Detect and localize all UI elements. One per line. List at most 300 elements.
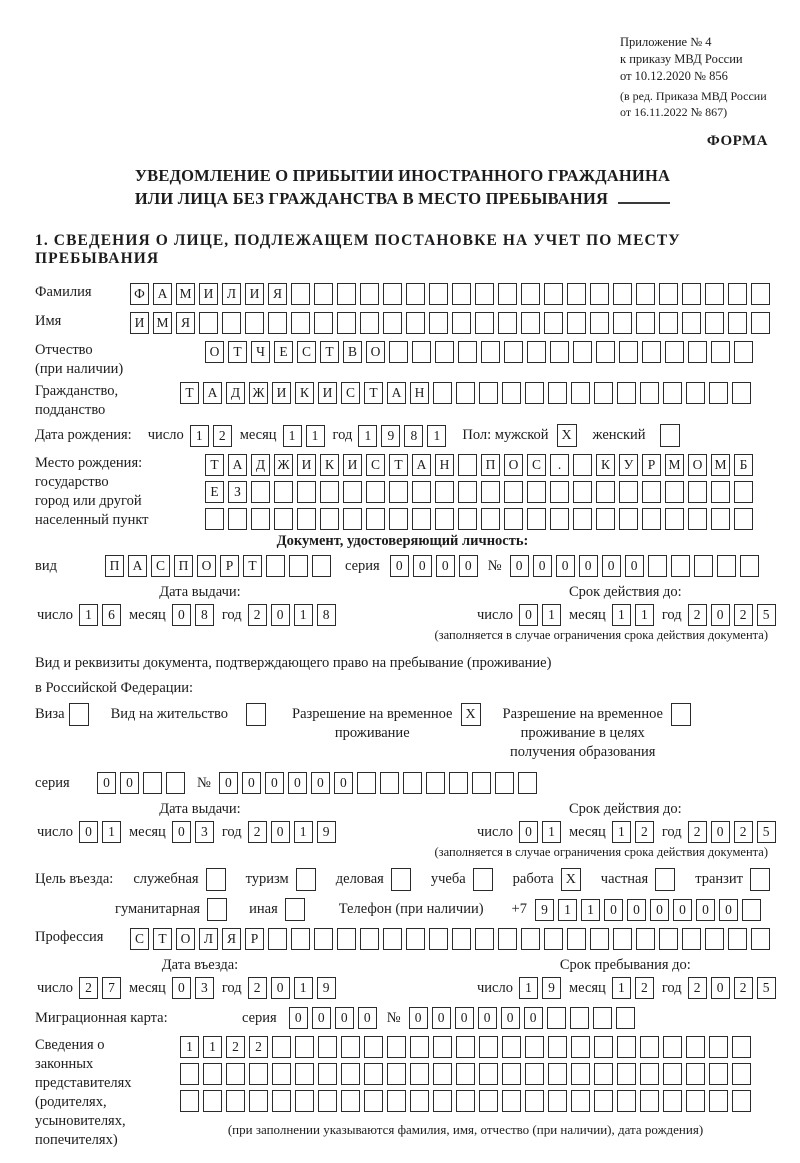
char-cell: И	[199, 283, 218, 305]
char-cell	[734, 341, 753, 363]
birth-day-grid[interactable]	[190, 425, 232, 447]
residence-issue-month-grid[interactable]	[172, 821, 214, 843]
char-cell	[481, 481, 500, 503]
char-cell	[619, 341, 638, 363]
char-cell	[226, 1090, 245, 1112]
char-cell: 0	[556, 555, 575, 577]
char-cell: С	[341, 382, 360, 404]
char-cell: К	[295, 382, 314, 404]
char-cell	[617, 382, 636, 404]
char-cell: 1	[102, 821, 121, 843]
char-cell	[548, 1063, 567, 1085]
residence-expiry-month-grid[interactable]	[612, 821, 654, 843]
char-cell	[343, 508, 362, 530]
month-word: месяц	[128, 979, 166, 996]
year-word: год	[661, 979, 682, 996]
year-word: год	[332, 427, 353, 443]
char-cell	[686, 1063, 705, 1085]
char-cell: Д	[226, 382, 245, 404]
char-cell: 0	[519, 821, 538, 843]
char-cell	[180, 1063, 199, 1085]
residence-expiry-year-grid[interactable]	[688, 821, 776, 843]
char-cell	[665, 341, 684, 363]
char-cell	[550, 341, 569, 363]
char-cell: 1	[542, 604, 561, 626]
visit-purpose-row	[35, 868, 770, 891]
char-cell: 9	[381, 425, 400, 447]
char-cell	[380, 772, 399, 794]
char-cell	[364, 1090, 383, 1112]
char-cell	[740, 555, 759, 577]
title-line-1: УВЕДОМЛЕНИЕ О ПРИБЫТИИ ИНОСТРАННОГО ГРАЖДАНИНА	[134, 166, 671, 185]
doc-series-grid[interactable]	[390, 555, 478, 577]
migration-number-grid[interactable]	[409, 1007, 635, 1029]
char-cell	[663, 1036, 682, 1058]
purpose-work-checkbox[interactable]: X	[561, 868, 581, 891]
char-cell: 0	[625, 555, 644, 577]
char-cell: Т	[243, 555, 262, 577]
char-cell	[742, 899, 761, 921]
char-cell: 1	[283, 425, 302, 447]
char-cell: Я	[222, 928, 241, 950]
char-cell: 0	[242, 772, 261, 794]
char-cell: Н	[435, 454, 454, 476]
char-cell	[613, 312, 632, 334]
char-cell	[412, 481, 431, 503]
char-cell: 2	[734, 977, 753, 999]
char-cell	[571, 1090, 590, 1112]
identity-doc-heading: Документ, удостоверяющий личность:	[276, 533, 529, 549]
char-cell	[481, 508, 500, 530]
char-cell: 1	[581, 899, 600, 921]
residence-doc-intro: Вид и реквизиты документа, подтверждающего право на пребывание (проживание) в Российской Федерации:	[35, 655, 552, 696]
char-cell	[642, 341, 661, 363]
char-cell	[640, 1090, 659, 1112]
char-cell	[521, 283, 540, 305]
char-cell	[617, 1090, 636, 1112]
char-cell	[360, 312, 379, 334]
char-cell: 0	[265, 772, 284, 794]
char-cell	[550, 481, 569, 503]
char-cell: 0	[219, 772, 238, 794]
doc-expiry-year-grid[interactable]	[688, 604, 776, 626]
char-cell: В	[343, 341, 362, 363]
char-cell	[472, 772, 491, 794]
document-title	[35, 164, 770, 210]
char-cell	[318, 1036, 337, 1058]
char-cell	[504, 508, 523, 530]
char-cell: 0	[696, 899, 715, 921]
char-cell	[498, 928, 517, 950]
phone-prefix: +7	[511, 901, 527, 917]
char-cell	[613, 283, 632, 305]
char-cell	[406, 928, 425, 950]
char-cell: 0	[97, 772, 116, 794]
char-cell	[318, 1063, 337, 1085]
residence-series-grid[interactable]	[97, 772, 185, 794]
char-cell	[686, 1036, 705, 1058]
migration-number-label: №	[386, 1009, 401, 1026]
purpose-official-checkbox[interactable]	[206, 868, 226, 891]
char-cell	[498, 283, 517, 305]
purpose-humanitarian-checkbox[interactable]	[207, 898, 227, 921]
month-word: месяц	[568, 606, 606, 623]
stay-month-grid[interactable]	[612, 977, 654, 999]
char-cell: 0	[604, 899, 623, 921]
char-cell	[573, 454, 592, 476]
entry-month-grid[interactable]	[172, 977, 214, 999]
char-cell	[548, 1090, 567, 1112]
char-cell: 8	[317, 604, 336, 626]
birth-place-grid-row3[interactable]	[205, 508, 753, 530]
residence-number-label: №	[197, 774, 211, 791]
phone-input-grid[interactable]	[535, 899, 761, 921]
char-cell: 0	[519, 604, 538, 626]
year-word: год	[221, 606, 242, 623]
char-cell: 2	[248, 977, 267, 999]
purpose-humanitarian	[115, 898, 227, 921]
char-cell	[709, 1063, 728, 1085]
char-cell: 2	[734, 821, 753, 843]
legal-representatives-row	[35, 1036, 770, 1150]
char-cell: Ж	[249, 382, 268, 404]
char-cell: Б	[734, 454, 753, 476]
char-cell	[567, 312, 586, 334]
residence-issue-day-grid[interactable]	[79, 821, 121, 843]
char-cell	[449, 772, 468, 794]
char-cell: 0	[650, 899, 669, 921]
stay-until-title: Срок пребывания до:	[559, 957, 691, 973]
char-cell	[458, 508, 477, 530]
char-cell: 1	[79, 604, 98, 626]
patronymic-input-grid[interactable]	[205, 341, 753, 363]
char-cell	[456, 382, 475, 404]
char-cell	[452, 928, 471, 950]
expiry-note: (заполняется в случае ограничения срока действия документа)	[434, 845, 768, 859]
char-cell	[249, 1090, 268, 1112]
residence-series-label: серия	[35, 774, 70, 791]
char-cell	[383, 312, 402, 334]
char-cell	[314, 283, 333, 305]
char-cell	[337, 928, 356, 950]
issue-date-title: Дата выдачи:	[159, 584, 241, 600]
temp-residence-checkbox[interactable]: X	[461, 703, 481, 726]
char-cell: 1	[612, 604, 631, 626]
char-cell: Ф	[130, 283, 149, 305]
char-cell	[205, 508, 224, 530]
char-cell: 0	[120, 772, 139, 794]
doc-issue-year-grid[interactable]	[248, 604, 336, 626]
char-cell: А	[203, 382, 222, 404]
char-cell	[732, 382, 751, 404]
year-word: год	[221, 823, 242, 840]
residence-doc-series-row	[35, 772, 770, 794]
purpose-label: частная	[600, 871, 649, 887]
char-cell	[274, 508, 293, 530]
char-cell	[366, 481, 385, 503]
purpose-label: гуманитарная	[115, 901, 201, 917]
char-cell	[456, 1090, 475, 1112]
char-cell	[199, 312, 218, 334]
char-cell	[498, 312, 517, 334]
given-name-row	[35, 312, 770, 334]
char-cell	[527, 508, 546, 530]
char-cell	[548, 382, 567, 404]
option-residence-permit-label: Вид на жительство	[110, 706, 229, 722]
char-cell	[521, 928, 540, 950]
char-cell	[686, 1090, 705, 1112]
doc-number-grid[interactable]	[510, 555, 759, 577]
char-cell	[594, 382, 613, 404]
char-cell	[590, 928, 609, 950]
char-cell	[663, 382, 682, 404]
char-cell: 1	[306, 425, 325, 447]
char-cell	[504, 481, 523, 503]
char-cell	[268, 312, 287, 334]
char-cell	[567, 283, 586, 305]
given-name-input-grid[interactable]	[130, 312, 770, 334]
citizenship-input-grid[interactable]	[180, 382, 751, 404]
char-cell	[527, 481, 546, 503]
purpose-study-checkbox[interactable]	[473, 868, 493, 891]
char-cell: 9	[317, 821, 336, 843]
char-cell	[456, 1063, 475, 1085]
char-cell: Д	[251, 454, 270, 476]
sex-male-checkbox[interactable]: X	[557, 424, 577, 447]
char-cell: 2	[248, 604, 267, 626]
purpose-label: иная	[249, 901, 278, 917]
char-cell	[709, 382, 728, 404]
char-cell: 0	[358, 1007, 377, 1029]
entry-day-grid[interactable]	[79, 977, 121, 999]
char-cell	[571, 1063, 590, 1085]
migration-card-row	[35, 1007, 770, 1029]
temp-residence-education-checkbox[interactable]	[671, 703, 691, 726]
birth-place-grid-row2[interactable]	[205, 481, 753, 503]
char-cell: 0	[459, 555, 478, 577]
char-cell: 2	[226, 1036, 245, 1058]
char-cell: 1	[180, 1036, 199, 1058]
legal-representatives-note: (при заполнении указываются фамилия, имя, отчество (при наличии), дата рождения)	[227, 1122, 704, 1137]
char-cell	[203, 1090, 222, 1112]
char-cell	[389, 481, 408, 503]
birth-place-grid-row1[interactable]	[205, 454, 753, 476]
char-cell	[705, 283, 724, 305]
stay-day-grid[interactable]	[519, 977, 561, 999]
expiry-date-title: Срок действия до:	[568, 801, 682, 817]
char-cell: М	[711, 454, 730, 476]
char-cell	[502, 382, 521, 404]
char-cell	[452, 312, 471, 334]
option-visa	[35, 705, 89, 726]
migration-series-grid[interactable]	[289, 1007, 377, 1029]
char-cell: Ж	[274, 454, 293, 476]
birth-month-grid[interactable]	[283, 425, 325, 447]
char-cell: 1	[294, 977, 313, 999]
char-cell: .	[550, 454, 569, 476]
birth-place-label: Место рождения: государство город или другой населенный пункт	[35, 455, 149, 528]
char-cell	[389, 508, 408, 530]
char-cell: И	[297, 454, 316, 476]
char-cell: 5	[757, 821, 776, 843]
doc-type-grid[interactable]	[105, 555, 331, 577]
legal-representatives-grid-row2[interactable]	[180, 1063, 751, 1085]
legal-representatives-grid-row1[interactable]	[180, 1036, 751, 1058]
legal-representatives-label: Сведения о законных представителях (родителях, усыновителях, попечителях)	[35, 1037, 132, 1148]
char-cell	[728, 283, 747, 305]
char-cell: 0	[409, 1007, 428, 1029]
char-cell	[251, 481, 270, 503]
stay-year-grid[interactable]	[688, 977, 776, 999]
appendix-reference	[620, 34, 770, 85]
char-cell	[521, 312, 540, 334]
char-cell: Т	[180, 382, 199, 404]
birth-year-grid[interactable]	[358, 425, 446, 447]
profession-label: Профессия	[35, 929, 104, 945]
char-cell: М	[153, 312, 172, 334]
month-word: месяц	[128, 606, 166, 623]
sex-female-checkbox[interactable]	[660, 424, 680, 447]
doc-series-label: серия	[345, 557, 380, 574]
char-cell	[616, 1007, 635, 1029]
purpose-tourism-checkbox[interactable]	[296, 868, 316, 891]
char-cell: С	[151, 555, 170, 577]
year-word: год	[661, 823, 682, 840]
char-cell: 0	[579, 555, 598, 577]
char-cell	[711, 341, 730, 363]
char-cell	[295, 1063, 314, 1085]
char-cell: И	[130, 312, 149, 334]
char-cell	[435, 481, 454, 503]
char-cell: С	[527, 454, 546, 476]
char-cell	[364, 1063, 383, 1085]
char-cell: Л	[222, 283, 241, 305]
surname-row	[35, 283, 770, 305]
char-cell: Л	[199, 928, 218, 950]
char-cell: П	[481, 454, 500, 476]
purpose-tourism	[246, 868, 316, 891]
char-cell	[479, 1063, 498, 1085]
char-cell: Я	[268, 283, 287, 305]
birth-place-row	[35, 454, 770, 530]
purpose-row-2	[115, 898, 770, 921]
option-residence-permit	[111, 705, 266, 726]
migration-card-label: Миграционная карта:	[35, 1009, 168, 1026]
char-cell	[640, 382, 659, 404]
profession-input-grid[interactable]	[130, 928, 770, 950]
char-cell: 0	[413, 555, 432, 577]
char-cell: 0	[172, 604, 191, 626]
char-cell: Е	[274, 341, 293, 363]
char-cell	[525, 1036, 544, 1058]
char-cell	[479, 382, 498, 404]
char-cell: 0	[432, 1007, 451, 1029]
char-cell	[495, 772, 514, 794]
char-cell	[663, 1090, 682, 1112]
char-cell	[590, 283, 609, 305]
doc-issue-month-grid[interactable]	[172, 604, 214, 626]
char-cell: Т	[228, 341, 247, 363]
char-cell: 2	[79, 977, 98, 999]
month-word: месяц	[128, 823, 166, 840]
char-cell	[341, 1090, 360, 1112]
char-cell	[732, 1036, 751, 1058]
option-temp-residence-education	[503, 705, 691, 762]
char-cell	[475, 283, 494, 305]
entry-year-grid[interactable]	[248, 977, 336, 999]
identity-doc-row	[35, 555, 770, 577]
char-cell: И	[343, 454, 362, 476]
char-cell	[412, 341, 431, 363]
char-cell	[594, 1036, 613, 1058]
doc-expiry-day-grid[interactable]	[519, 604, 561, 626]
purpose-label: работа	[512, 871, 554, 887]
char-cell: 1	[612, 977, 631, 999]
char-cell	[502, 1063, 521, 1085]
char-cell	[268, 928, 287, 950]
doc-expiry-month-grid[interactable]	[612, 604, 654, 626]
migration-series-label: серия	[242, 1009, 277, 1026]
citizenship-label: Гражданство, подданство	[35, 383, 119, 418]
visit-purpose-label: Цель въезда:	[35, 871, 114, 887]
char-cell	[711, 508, 730, 530]
year-word: год	[661, 606, 682, 623]
char-cell: 0	[172, 977, 191, 999]
char-cell: 0	[719, 899, 738, 921]
residence-expiry-day-grid[interactable]	[519, 821, 561, 843]
purpose-transit-checkbox[interactable]	[750, 868, 770, 891]
day-word: число	[477, 823, 513, 840]
char-cell	[590, 312, 609, 334]
doc-issue-day-grid[interactable]	[79, 604, 121, 626]
identity-doc-dates	[35, 584, 770, 626]
char-cell	[435, 341, 454, 363]
purpose-private-checkbox[interactable]	[655, 868, 675, 891]
char-cell: Я	[176, 312, 195, 334]
char-cell	[547, 1007, 566, 1029]
char-cell	[458, 454, 477, 476]
char-cell	[640, 1063, 659, 1085]
char-cell: О	[176, 928, 195, 950]
patronymic-row	[35, 341, 770, 379]
char-cell: 2	[688, 977, 707, 999]
residence-number-grid[interactable]	[219, 772, 537, 794]
char-cell	[289, 555, 308, 577]
section1-heading: 1. СВЕДЕНИЯ О ЛИЦЕ, ПОДЛЕЖАЩЕМ ПОСТАНОВКЕ НА УЧЕТ ПО МЕСТУ ПРЕБЫВАНИЯ	[35, 232, 681, 267]
purpose-other-checkbox[interactable]	[285, 898, 305, 921]
char-cell	[573, 508, 592, 530]
surname-input-grid[interactable]	[130, 283, 770, 305]
residence-issue-year-grid[interactable]	[248, 821, 336, 843]
legal-representatives-grid-row3[interactable]	[180, 1090, 751, 1112]
char-cell	[705, 312, 724, 334]
visa-checkbox[interactable]	[69, 703, 89, 726]
char-cell: 0	[288, 772, 307, 794]
char-cell	[751, 283, 770, 305]
char-cell: 0	[436, 555, 455, 577]
char-cell: 0	[711, 604, 730, 626]
char-cell: 0	[172, 821, 191, 843]
residence-permit-checkbox[interactable]	[246, 703, 266, 726]
char-cell	[458, 341, 477, 363]
char-cell: 1	[519, 977, 538, 999]
char-cell	[617, 1063, 636, 1085]
char-cell	[251, 508, 270, 530]
char-cell: 5	[757, 977, 776, 999]
char-cell: О	[205, 341, 224, 363]
form-label: ФОРМА	[706, 133, 768, 149]
purpose-business-checkbox[interactable]	[391, 868, 411, 891]
